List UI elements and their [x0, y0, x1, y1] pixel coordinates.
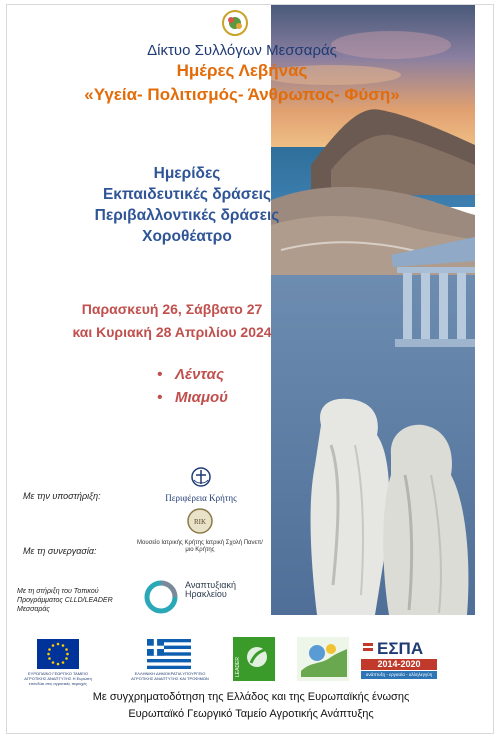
place-name: Μιαμού [175, 389, 229, 406]
bullet-icon: • [157, 389, 163, 406]
activity-item: Εκπαιδευτικές δράσεις [102, 186, 272, 203]
region-crete-name: Περιφέρεια Κρήτης [165, 493, 237, 503]
event-title: Ημέρες Λεβήνας [176, 61, 308, 80]
network-logo-icon [221, 9, 249, 37]
greek-ministry-caption: ΕΛΛΗΝΙΚΗ ΔΗΜΟΚΡΑΤΙΑ ΥΠΟΥΡΓΕΙΟ ΑΓΡΟΤΙΚΗΣ ΑΝΑΠΤΥΞΗΣ ΚΑΙ ΤΡΟΦΙΜΩΝ [131, 671, 209, 681]
greek-emblem-icon [190, 466, 212, 488]
event-theme: «Υγεία- Πολιτισμός- Άνθρωπος- Φύση» [84, 85, 400, 104]
leader-logo-icon [233, 637, 275, 681]
bullet-icon: • [157, 366, 163, 383]
eu-flag-icon [37, 639, 79, 669]
activity-item: Χοροθέατρο [142, 228, 232, 245]
region-crete-logo [155, 466, 247, 503]
support-label: Με την υποστήριξη: [23, 491, 101, 501]
activity-item: Περιβαλλοντικές δράσεις [94, 207, 280, 224]
eu-fund-caption: ΕΥΡΩΠΑΪΚΟ ΓΕΩΡΓΙΚΟ ΤΑΜΕΙΟ ΑΓΡΟΤΙΚΗΣ ΑΝΑΠΤΥΞΗΣ Η Ευρώπη επενδύει στις αγροτικές περιοχές [24, 671, 92, 686]
development-ring-icon [143, 579, 179, 615]
museum-seal-text: RIK [193, 518, 207, 526]
cooperation-label: Με τη συνεργασία: [23, 546, 97, 556]
espa-star-icon [361, 641, 375, 657]
heraklion-development-logo [143, 579, 263, 620]
local-program-logo-icon [297, 637, 349, 681]
event-dates [7, 298, 337, 344]
espa-title: ΕΣΠΑ [377, 639, 424, 658]
activities-list [7, 163, 367, 247]
poster [6, 4, 494, 734]
place-item [157, 363, 228, 386]
place-name: Λέντας [175, 366, 224, 383]
espa-years: 2014-2020 [361, 659, 437, 670]
heraklion-development-name: Αναπτυξιακή Ηρακλείου [185, 580, 236, 599]
funding-logos-band [7, 635, 494, 695]
network-name: Δίκτυο Συλλόγων Μεσσαράς [147, 42, 337, 59]
activity-item: Ημερίδες [153, 165, 221, 182]
cofunding-statement: Με συγχρηματοδότηση της Ελλάδος και της Ευρωπαϊκής ένωσης [92, 691, 410, 703]
espa-slogan: ανάπτυξη - εργασία - αλληλεγγύη [361, 671, 437, 679]
museum-seal-icon [186, 507, 214, 535]
medical-museum-logo [135, 507, 265, 554]
places-list [157, 363, 228, 409]
greek-flag-icon [147, 639, 191, 669]
espa-logo [361, 639, 437, 679]
leader-support-label: Με τη στήριξη του Τοπικού Προγράμματος CLLD/LEADER Μεσσαράς [17, 588, 113, 613]
medical-museum-name: Μουσείο Ιατρικής Κρήτης Ιατρική Σχολή Πανεπ/μιο Κρήτης [137, 540, 263, 553]
leader-text: LEADER [235, 656, 241, 677]
date-line: και Κυριακή 28 Απριλίου 2024 [72, 324, 272, 340]
place-item [157, 386, 228, 409]
fund-name: Ευρωπαϊκό Γεωργικό Ταμείο Αγροτικής Ανάπτυξης [128, 708, 374, 720]
date-line: Παρασκευή 26, Σάββατο 27 [81, 301, 263, 317]
